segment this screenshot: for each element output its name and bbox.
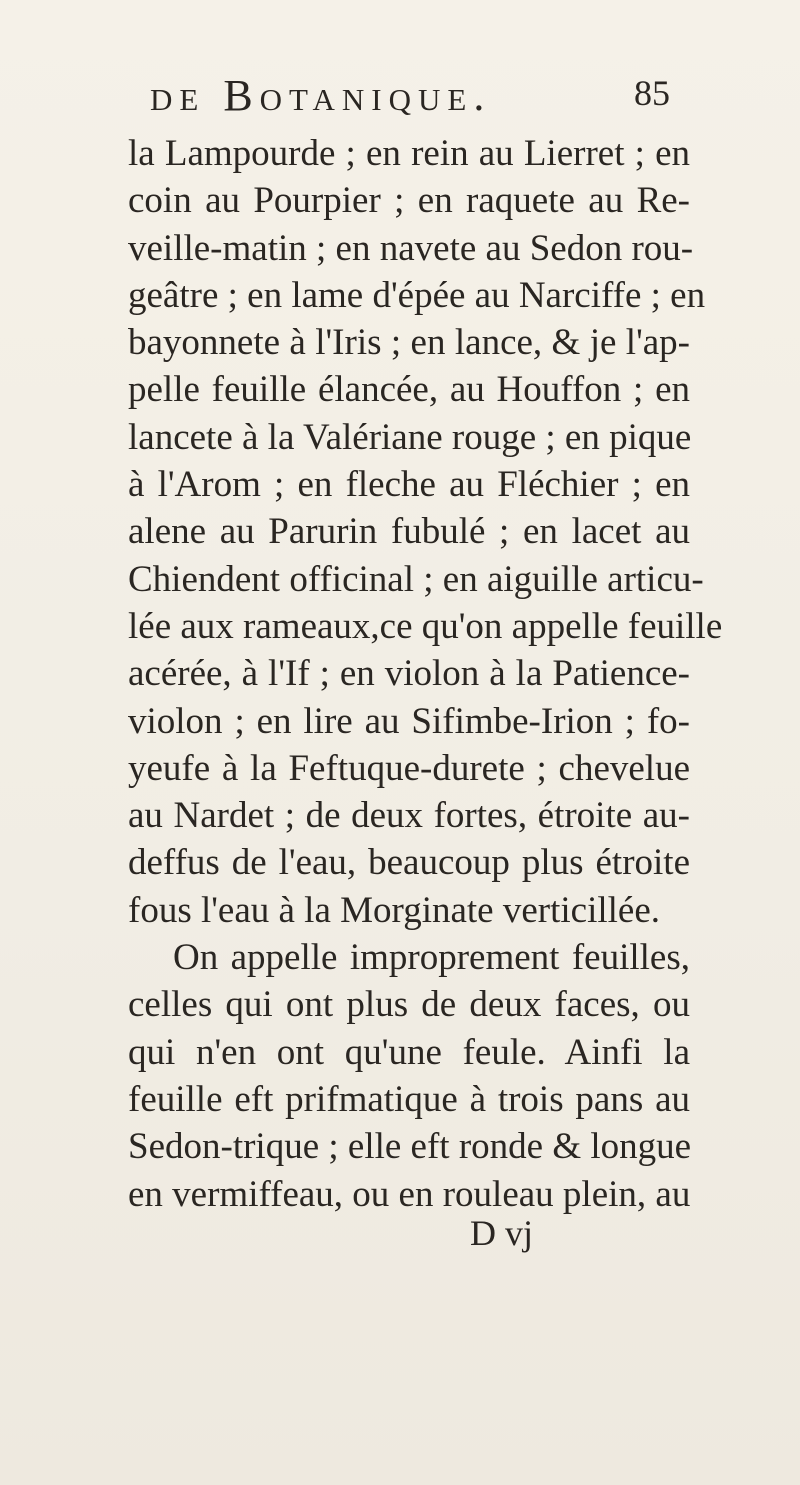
text-line: en vermiffeau, ou en rouleau plein, au — [128, 1173, 691, 1215]
text-line: geâtre ; en lame d'épée au Narciffe ; en — [128, 274, 706, 316]
body-text — [128, 130, 723, 1218]
text-line: lée aux rameaux,ce qu'on appelle feuille — [128, 605, 723, 647]
text-line: deffus de l'eau, beaucoup plus étroite — [128, 842, 690, 884]
text-line: On appelle improprement feuilles, — [173, 937, 690, 979]
text-line: veille-matin ; en navete au Sedon rou- — [128, 227, 694, 269]
text-line: la Lampourde ; en rein au Lierret ; en — [128, 133, 690, 174]
text-line: pelle feuille élancée, au Houffon ; en — [128, 369, 690, 411]
text-line: yeufe à la Feftuque-durete ; chevelue — [128, 747, 690, 789]
text-line: lancete à la Valériane rouge ; en pique — [128, 416, 692, 458]
text-line: feuille eft prifmatique à trois pans au — [128, 1078, 690, 1120]
signature-mark: D vj — [470, 1213, 533, 1253]
text-line: à l'Arom ; en fleche au Fléchier ; en — [128, 464, 690, 506]
text-line: fous l'eau à la Morginate verticillée. — [128, 889, 661, 931]
text-line: violon ; en lire au Sifimbe-Irion ; fo- — [128, 700, 690, 742]
text-line: alene au Parurin fubulé ; en lacet au — [128, 511, 690, 553]
text-line: au Nardet ; de deux fortes, étroite au- — [128, 795, 690, 837]
text-line: bayonnete à l'Iris ; en lance, & je l'ap- — [128, 322, 690, 364]
page-header — [150, 70, 670, 120]
text-line: Chiendent officinal ; en aiguille articu- — [128, 558, 704, 600]
text-line: qui n'en ont qu'une feule. Ainfi la — [128, 1031, 690, 1073]
text-line: coin au Pourpier ; en raquete au Re- — [128, 180, 690, 222]
text-line: Sedon-trique ; elle eft ronde & longue — [128, 1126, 692, 1168]
text-line: acérée, à l'If ; en violon à la Patience- — [128, 653, 690, 695]
text-line: celles qui ont plus de deux faces, ou — [128, 984, 690, 1026]
page-number: 85 — [634, 73, 670, 113]
running-head: de Botanique. — [150, 71, 492, 120]
